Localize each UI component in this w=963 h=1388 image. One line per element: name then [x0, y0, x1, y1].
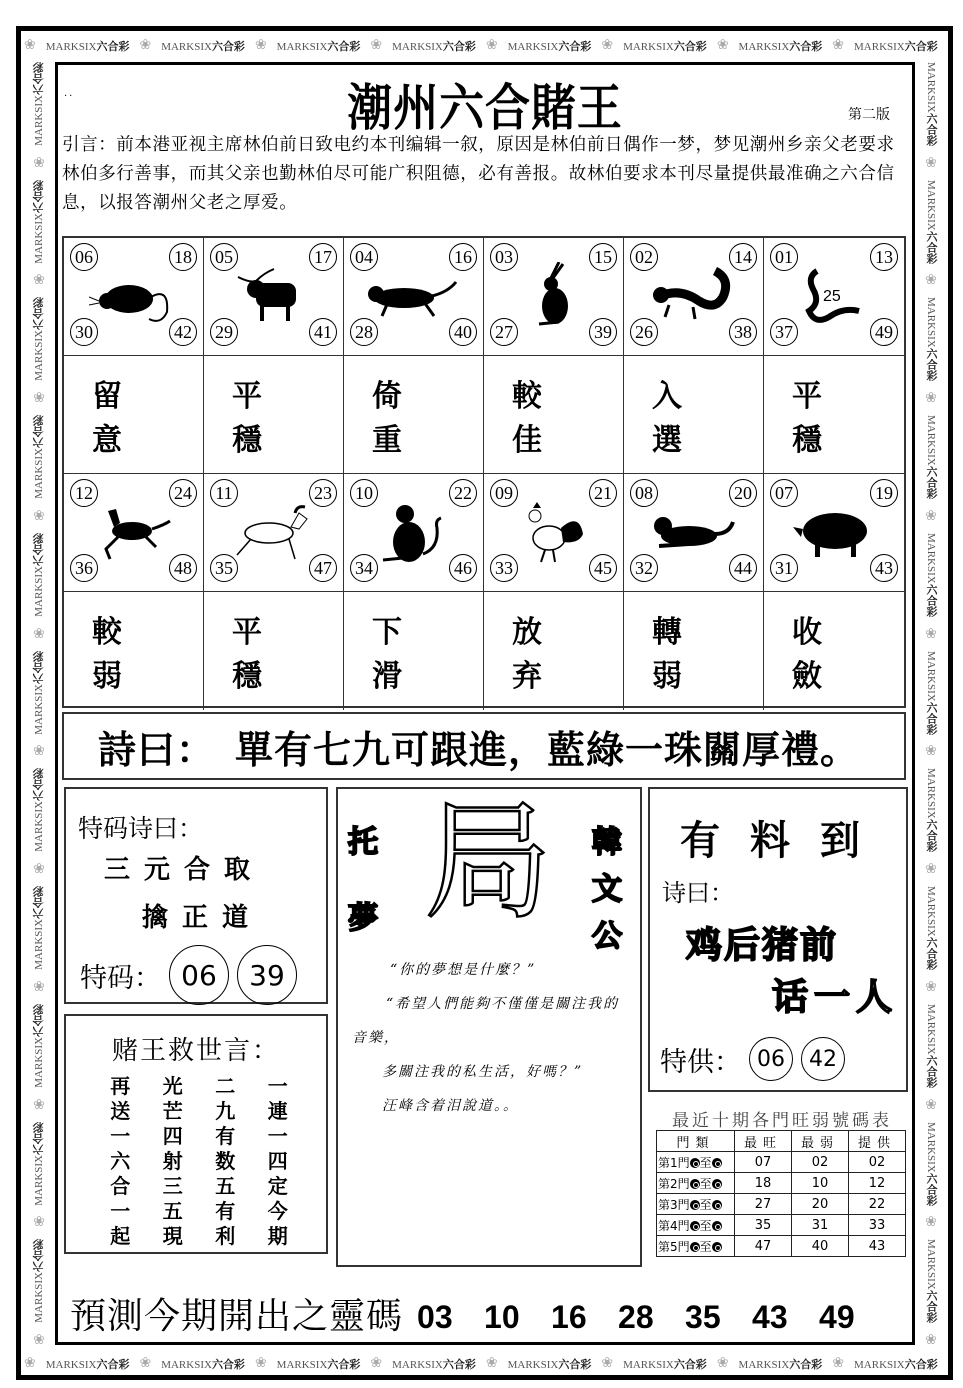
number-ball: 29	[210, 318, 238, 346]
watermark-unit: MARKSIX六合彩	[507, 40, 592, 53]
number-ball: 40	[449, 318, 477, 346]
flower-icon: ❀	[24, 38, 36, 53]
stats-table-title: 最近十期各門旺弱號碼表	[672, 1111, 892, 1131]
monkey-icon	[379, 498, 449, 572]
savior-char: 九	[215, 1099, 236, 1123]
savior-column	[94, 1074, 147, 1249]
quote-line: “你的夢想是什麼？”	[390, 962, 537, 978]
number-ball: 46	[449, 554, 477, 582]
prediction-number: 35	[685, 1299, 721, 1335]
number-ball: 36	[70, 554, 98, 582]
quote-line: 多關注我的私生活，好嗎？”	[382, 1064, 584, 1080]
number-ball: 35	[210, 554, 238, 582]
flower-icon: ❀	[925, 1096, 937, 1113]
watermark-unit: MARKSIX六合彩	[32, 886, 45, 970]
savior-char: 期	[267, 1224, 288, 1248]
savior-char: 定	[267, 1174, 288, 1198]
watermark-unit: MARKSIX六合彩	[925, 415, 938, 499]
flower-icon: ❀	[33, 978, 45, 995]
ball-icon	[712, 1179, 722, 1189]
goat-icon	[229, 503, 319, 567]
watermark-unit: MARKSIX六合彩	[925, 1239, 938, 1324]
number-ball: 39	[589, 318, 617, 346]
provide-cell: 43	[849, 1236, 906, 1257]
watermark-unit: MARKSIX六合彩	[32, 415, 45, 499]
watermark-bottom	[24, 1356, 942, 1372]
number-ball: 23	[309, 479, 337, 507]
savior-char: 利	[215, 1224, 236, 1248]
savior-char: 五	[162, 1199, 183, 1223]
tip-code-ball: 42	[801, 1037, 845, 1081]
prediction-label: 預測今期開出之靈碼	[70, 1296, 404, 1337]
number-ball: 42	[169, 318, 197, 346]
watermark-unit: MARKSIX六合彩	[32, 1121, 45, 1206]
flower-icon: ❀	[254, 38, 267, 53]
zodiac-status: 平穩	[764, 356, 904, 474]
number-ball: 19	[870, 479, 898, 507]
flower-icon: ❀	[925, 1332, 937, 1349]
flower-icon: ❀	[925, 625, 937, 642]
savior-char: 射	[162, 1149, 183, 1173]
gate-cell	[657, 1173, 735, 1194]
watermark-unit: MARKSIX六合彩	[925, 886, 938, 970]
savior-column	[252, 1074, 305, 1249]
number-ball: 37	[770, 318, 798, 346]
special-code-ball: 39	[237, 945, 297, 1005]
flower-icon: ❀	[925, 861, 937, 878]
flower-icon: ❀	[139, 1356, 152, 1371]
flower-icon: ❀	[33, 625, 45, 642]
watermark-unit: MARKSIX六合彩	[925, 650, 938, 735]
zodiac-status: 平穩	[204, 356, 344, 474]
column-header: 提供	[849, 1131, 906, 1152]
prediction-number: 49	[819, 1299, 855, 1335]
horse-icon	[94, 503, 174, 567]
gate-label: 第3門	[658, 1197, 690, 1212]
bubble-char: 托	[348, 825, 378, 860]
table-row	[657, 1236, 906, 1257]
tip-phrase-2: 话一人	[772, 977, 899, 1018]
range-label: 至	[699, 1155, 712, 1170]
gate-label: 第4門	[658, 1218, 690, 1233]
table-row	[657, 1152, 906, 1173]
number-ball: 07	[770, 479, 798, 507]
zodiac-status: 入選	[624, 356, 764, 474]
quote-line: 音樂，	[352, 1030, 400, 1046]
flower-icon: ❀	[925, 390, 937, 407]
stats-table	[656, 1130, 906, 1257]
max-cell: 18	[735, 1173, 792, 1194]
savior-char: 三	[162, 1174, 183, 1198]
prediction-number: 10	[484, 1299, 520, 1335]
flower-icon: ❀	[33, 507, 45, 524]
watermark-unit: MARKSIX六合彩	[925, 179, 938, 264]
savior-char: 数	[215, 1149, 236, 1173]
flower-icon: ❀	[33, 1332, 45, 1349]
gate-cell	[657, 1215, 735, 1236]
bubble-char: 韓	[592, 825, 622, 860]
watermark-unit: MARKSIX六合彩	[276, 1358, 361, 1371]
flower-icon: ❀	[254, 1356, 267, 1371]
watermark-unit: MARKSIX六合彩	[161, 1358, 245, 1371]
tip-code-label: 特供：	[660, 1046, 741, 1078]
quote-line: 汪峰含着泪說道。。	[382, 1098, 519, 1114]
column-header: 最弱	[792, 1131, 849, 1152]
savior-char: 芒	[162, 1099, 183, 1123]
zodiac-status: 下滑	[344, 592, 484, 710]
number-ball: 13	[870, 243, 898, 271]
savior-char: 二	[215, 1074, 236, 1098]
savior-char: 一	[110, 1124, 131, 1148]
dragon-icon	[649, 267, 739, 331]
flower-icon: ❀	[601, 38, 614, 53]
special-code-box	[64, 787, 328, 1004]
special-poem-line1: 三元合取	[104, 855, 265, 885]
number-ball: 04	[350, 243, 378, 271]
number-ball: 20	[729, 479, 757, 507]
number-ball: 14	[729, 243, 757, 271]
page-title: 潮州六合賭王	[347, 78, 623, 137]
watermark-unit: MARKSIX六合彩	[925, 1003, 938, 1088]
number-ball: 32	[630, 554, 658, 582]
zodiac-cell-dog	[624, 474, 764, 592]
tip-poem-label: 诗曰：	[662, 879, 734, 907]
min-cell: 20	[792, 1194, 849, 1215]
number-ball: 34	[350, 554, 378, 582]
rabbit-icon	[529, 262, 579, 336]
savior-column	[199, 1074, 252, 1249]
min-cell: 10	[792, 1173, 849, 1194]
ball-icon	[690, 1242, 700, 1252]
table-header-row	[657, 1131, 906, 1152]
number-ball: 47	[309, 554, 337, 582]
dog-icon	[649, 508, 739, 562]
watermark-unit: MARKSIX六合彩	[738, 40, 823, 53]
zodiac-status: 留意	[64, 356, 204, 474]
table-row	[657, 1173, 906, 1194]
savior-char: 六	[110, 1149, 131, 1173]
flower-icon: ❀	[33, 154, 45, 171]
gate-label: 第1門	[658, 1155, 690, 1170]
number-ball: 05	[210, 243, 238, 271]
watermark-unit: MARKSIX六合彩	[507, 1358, 592, 1371]
watermark-unit: MARKSIX六合彩	[854, 40, 938, 53]
tip-box	[648, 787, 908, 1092]
provide-cell: 02	[849, 1152, 906, 1173]
prediction-number: 03	[417, 1299, 453, 1335]
flower-icon: ❀	[33, 272, 45, 289]
number-ball: 28	[350, 318, 378, 346]
zodiac-cell-rooster	[484, 474, 624, 592]
watermark-unit: MARKSIX六合彩	[623, 1358, 707, 1371]
special-code-label: 特码：	[80, 962, 161, 994]
prediction-number: 16	[551, 1299, 587, 1335]
savior-char: 送	[110, 1099, 131, 1123]
watermark-unit: MARKSIX六合彩	[925, 532, 938, 617]
watermark-unit: MARKSIX六合彩	[392, 40, 476, 53]
flower-icon: ❀	[832, 1356, 845, 1371]
min-cell: 40	[792, 1236, 849, 1257]
zodiac-cell-monkey	[344, 474, 484, 592]
ox-icon	[234, 267, 314, 331]
edition-label: 第二版	[848, 107, 890, 123]
number-ball: 27	[490, 318, 518, 346]
flower-icon: ❀	[139, 38, 152, 53]
special-code-row	[80, 945, 297, 1005]
number-ball: 44	[729, 554, 757, 582]
number-ball: 16	[449, 243, 477, 271]
prediction-row	[70, 1288, 886, 1339]
number-ball: 10	[350, 479, 378, 507]
snake-icon	[799, 267, 869, 331]
watermark-unit: MARKSIX六合彩	[32, 1003, 45, 1088]
prediction-number: 28	[618, 1299, 654, 1335]
savior-column	[147, 1074, 200, 1249]
zodiac-status: 較弱	[64, 592, 204, 710]
flower-icon: ❀	[601, 1356, 614, 1371]
flower-icon: ❀	[33, 861, 45, 878]
min-cell: 31	[792, 1215, 849, 1236]
savior-char: 四	[162, 1124, 183, 1148]
watermark-unit: MARKSIX六合彩	[32, 297, 45, 382]
special-poem-label: 特码诗曰：	[78, 814, 204, 843]
max-cell: 47	[735, 1236, 792, 1257]
savior-char: 一	[267, 1124, 288, 1148]
savior-char: 今	[267, 1199, 288, 1223]
gate-cell	[657, 1236, 735, 1257]
gate-cell	[657, 1194, 735, 1215]
flower-icon: ❀	[485, 1356, 498, 1371]
max-cell: 07	[735, 1152, 792, 1173]
watermark-unit: MARKSIX六合彩	[276, 40, 361, 53]
zodiac-cell-pig	[764, 474, 904, 592]
number-ball: 02	[630, 243, 658, 271]
ball-icon	[712, 1221, 722, 1231]
range-label: 至	[699, 1218, 712, 1233]
number-ball: 17	[309, 243, 337, 271]
zodiac-cell-ox	[204, 238, 344, 356]
gate-label: 第5門	[658, 1239, 690, 1254]
tiger-icon	[364, 272, 464, 326]
column-header: 最旺	[735, 1131, 792, 1152]
flower-icon: ❀	[925, 507, 937, 524]
number-ball: 01	[770, 243, 798, 271]
special-poem-line2: 擒正道	[142, 903, 263, 933]
dream-box	[336, 787, 642, 1267]
zodiac-cell-goat	[204, 474, 344, 592]
ball-icon	[712, 1200, 722, 1210]
flower-icon: ❀	[925, 272, 937, 289]
watermark-top	[24, 38, 942, 54]
number-ball: 48	[169, 554, 197, 582]
flower-icon: ❀	[716, 1356, 729, 1371]
flower-icon: ❀	[832, 38, 845, 53]
flower-icon: ❀	[370, 38, 383, 53]
savior-grid	[94, 1074, 304, 1249]
pig-icon	[789, 503, 879, 567]
number-ball: 26	[630, 318, 658, 346]
number-ball: 49	[870, 318, 898, 346]
big-outline-char: 局	[423, 788, 552, 937]
savior-char: 五	[215, 1174, 236, 1198]
column-header: 門類	[657, 1131, 735, 1152]
ball-icon	[690, 1200, 700, 1210]
zodiac-status: 平穩	[204, 592, 344, 710]
flower-icon: ❀	[33, 1214, 45, 1231]
range-label: 至	[699, 1176, 712, 1191]
watermark-unit: MARKSIX六合彩	[925, 768, 938, 853]
intro-paragraph: 引言：前本港亚视主席林伯前日致电约本刊编辑一叙，原因是林伯前日偶作一梦，梦见潮州乡亲父老要求林伯多行善事，而其父亲也勤林伯尽可能广积阻德，必有善报。故林伯要求本刊尽量提供最准确之六合信息，以报答潮州父老之厚爱。	[62, 135, 895, 213]
flower-icon: ❀	[370, 1356, 383, 1371]
flower-icon: ❀	[33, 743, 45, 760]
provide-cell: 33	[849, 1215, 906, 1236]
savior-char: 起	[110, 1224, 131, 1248]
number-ball: 38	[729, 318, 757, 346]
flower-icon: ❀	[485, 38, 498, 53]
watermark-unit: MARKSIX六合彩	[925, 1121, 938, 1206]
ball-icon	[690, 1158, 700, 1168]
tip-phrase-1: 鸡后猪前	[686, 925, 839, 966]
zodiac-status: 較佳	[484, 356, 624, 474]
savior-char: 現	[162, 1224, 183, 1248]
savior-char: 連	[267, 1099, 288, 1123]
ball-icon	[712, 1158, 722, 1168]
tip-heading: 有料到	[680, 818, 890, 864]
savior-char: 再	[110, 1074, 131, 1098]
watermark-unit: MARKSIX六合彩	[45, 1358, 130, 1371]
quote-line: “希望人們能夠不僅僅是關注我的	[386, 996, 620, 1012]
zodiac-cell-tiger	[344, 238, 484, 356]
flower-icon: ❀	[925, 154, 937, 171]
gate-cell	[657, 1152, 735, 1173]
watermark-right	[922, 62, 940, 1352]
ball-icon	[690, 1221, 700, 1231]
flower-icon: ❀	[925, 978, 937, 995]
number-ball: 21	[589, 479, 617, 507]
table-row	[657, 1194, 906, 1215]
gate-label: 第2門	[658, 1176, 690, 1191]
watermark-unit: MARKSIX六合彩	[45, 40, 130, 53]
flower-icon: ❀	[24, 1356, 36, 1371]
number-ball: 11	[210, 479, 238, 507]
number-ball: 06	[70, 243, 98, 271]
prediction-numbers	[417, 1299, 886, 1336]
zodiac-cell-horse	[64, 474, 204, 592]
provide-cell: 22	[849, 1194, 906, 1215]
savior-char: 有	[215, 1124, 236, 1148]
number-ball: 45	[589, 554, 617, 582]
savior-char: 合	[110, 1174, 131, 1198]
number-ball: 15	[589, 243, 617, 271]
watermark-unit: MARKSIX六合彩	[32, 1239, 45, 1324]
tip-code-row	[660, 1037, 845, 1081]
watermark-unit: MARKSIX六合彩	[738, 1358, 823, 1371]
max-cell: 27	[735, 1194, 792, 1215]
zodiac-cell-snake	[764, 238, 904, 356]
min-cell: 02	[792, 1152, 849, 1173]
poem-banner	[62, 712, 906, 780]
watermark-left	[30, 62, 48, 1352]
flower-icon: ❀	[33, 1096, 45, 1113]
watermark-unit: MARKSIX六合彩	[925, 297, 938, 382]
flower-icon: ❀	[716, 38, 729, 53]
poem-label: 詩曰：	[98, 727, 216, 772]
savior-char: 光	[162, 1074, 183, 1098]
number-ball: 08	[630, 479, 658, 507]
savior-sayings-box	[64, 1014, 328, 1254]
number-ball: 43	[870, 554, 898, 582]
zodiac-status: 收斂	[792, 615, 850, 694]
watermark-unit: MARKSIX六合彩	[161, 40, 245, 53]
rat-icon	[89, 267, 179, 331]
bubble-char: 夢	[348, 901, 378, 936]
bubble-char: 文	[592, 872, 622, 907]
watermark-unit: MARKSIX六合彩	[32, 62, 45, 146]
zodiac-status: 放弃	[484, 592, 624, 710]
zodiac-status: 轉弱	[624, 592, 764, 710]
zodiac-cell-dragon	[624, 238, 764, 356]
watermark-unit: MARKSIX六合彩	[32, 532, 45, 617]
savior-char: 有	[215, 1199, 236, 1223]
range-label: 至	[699, 1239, 712, 1254]
number-ball: 33	[490, 554, 518, 582]
poem-text: 單有七九可跟進，藍綠一珠關厚禮。	[235, 727, 860, 772]
rooster-icon	[519, 498, 589, 572]
header-dots: ..	[64, 88, 75, 99]
prediction-number: 43	[752, 1299, 788, 1335]
savior-char: 一	[267, 1074, 288, 1098]
bubble-char: 公	[592, 919, 622, 954]
table-row	[657, 1215, 906, 1236]
svg-text:25: 25	[823, 287, 841, 305]
watermark-unit: MARKSIX六合彩	[854, 1358, 938, 1371]
savior-char: 四	[267, 1149, 288, 1173]
number-ball: 24	[169, 479, 197, 507]
flower-icon: ❀	[33, 390, 45, 407]
watermark-unit: MARKSIX六合彩	[392, 1358, 476, 1371]
provide-cell: 12	[849, 1173, 906, 1194]
ball-icon	[712, 1242, 722, 1252]
watermark-unit: MARKSIX六合彩	[32, 768, 45, 853]
ball-icon	[690, 1179, 700, 1189]
watermark-unit: MARKSIX六合彩	[925, 62, 938, 146]
number-ball: 09	[490, 479, 518, 507]
flower-icon: ❀	[925, 1214, 937, 1231]
number-ball: 41	[309, 318, 337, 346]
number-ball: 03	[490, 243, 518, 271]
watermark-unit: MARKSIX六合彩	[32, 650, 45, 735]
number-ball: 22	[449, 479, 477, 507]
zodiac-status: 倚重	[344, 356, 484, 474]
max-cell: 35	[735, 1215, 792, 1236]
number-ball: 12	[70, 479, 98, 507]
watermark-unit: MARKSIX六合彩	[623, 40, 707, 53]
savior-label: 赌王救世言：	[111, 1036, 280, 1066]
range-label: 至	[699, 1197, 712, 1212]
tip-code-ball: 06	[749, 1037, 793, 1081]
number-ball: 18	[169, 243, 197, 271]
zodiac-cell-rabbit	[484, 238, 624, 356]
special-code-ball: 06	[169, 945, 229, 1005]
savior-char: 一	[110, 1199, 131, 1223]
number-ball: 30	[70, 318, 98, 346]
flower-icon: ❀	[925, 743, 937, 760]
watermark-unit: MARKSIX六合彩	[32, 179, 45, 264]
zodiac-grid	[62, 236, 906, 708]
zodiac-cell-rat	[64, 238, 204, 356]
number-ball: 31	[770, 554, 798, 582]
